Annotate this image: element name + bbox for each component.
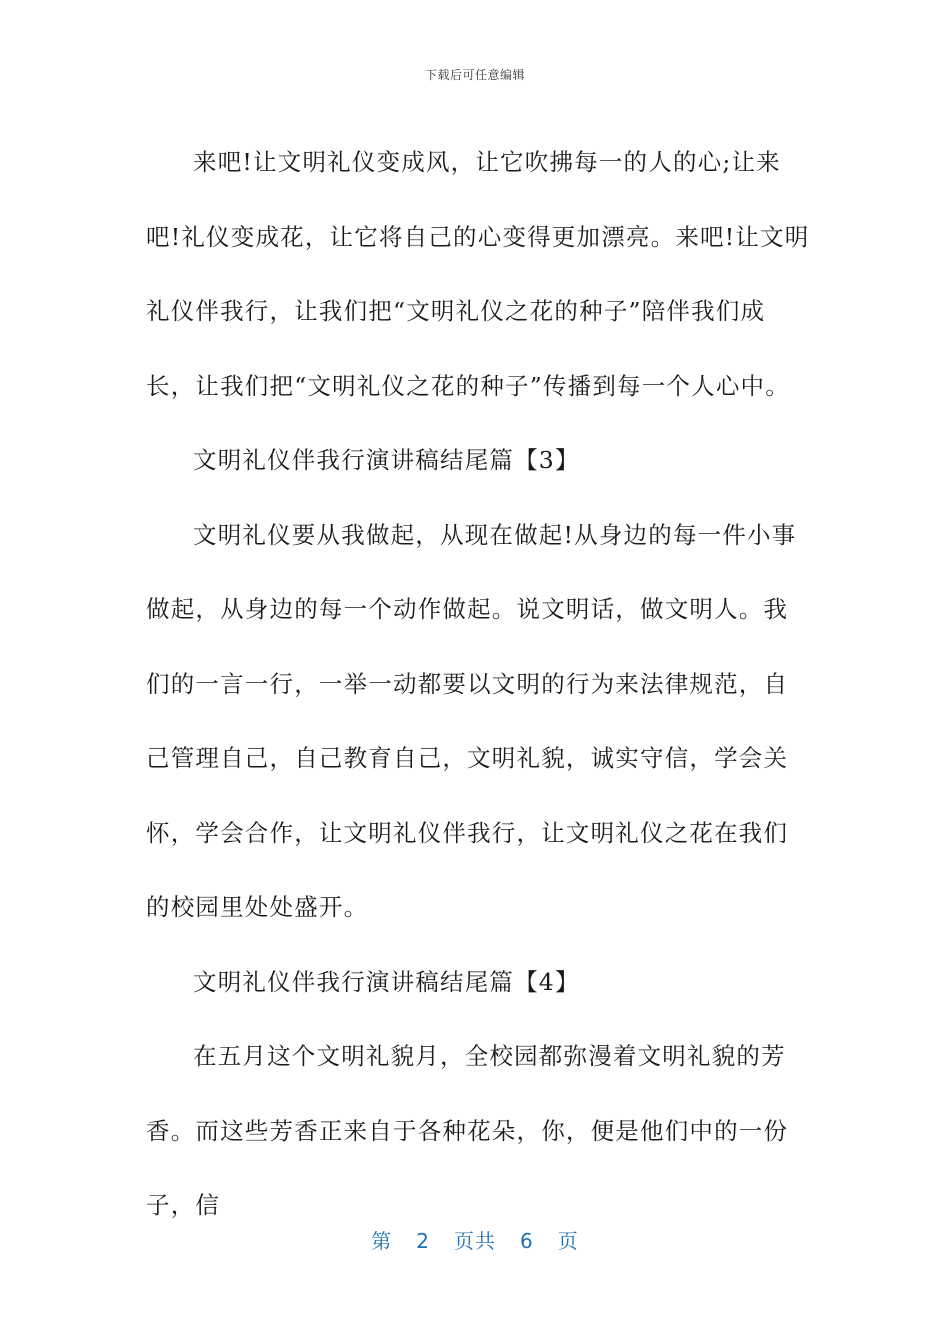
footer-prefix: 第 [371, 1229, 393, 1253]
footer-current-page: 2 [416, 1229, 430, 1253]
footer-total-pages: 6 [520, 1229, 534, 1253]
footer-middle: 页共 [454, 1229, 496, 1253]
paragraph-section-4: 在五月这个文明礼貌月，全校园都弥漫着文明礼貌的芳香。而这些芳香正来自于各种花朵，你，便是他们中的一份子，信 [146, 1042, 789, 1219]
header-note: 下载后可任意编辑 [424, 68, 525, 82]
document-body [146, 125, 812, 1243]
section-heading-3: 文明礼仪伴我行演讲稿结尾篇【3】 [193, 446, 580, 474]
section-heading-4: 文明礼仪伴我行演讲稿结尾篇【4】 [193, 967, 580, 996]
paragraph-section-3: 文明礼仪要从我做起，从现在做起!从身边的每一件小事做起，从身边的每一个动作做起。说文明话，做文明人。我们的一言一行，一举一动都要以文明的行为来法律规范，自己管理自己，自己教育自己，文明礼貌，诚实守信，学会关怀，学会合作，让文明礼仪伴我行，让文明礼仪之花在我们的校园里处处盛开。 [146, 520, 797, 921]
footer-suffix: 页 [557, 1229, 579, 1253]
paragraph-closing-1: 来吧!让文明礼仪变成风，让它吹拂每一的人的心;让来吧!礼仪变成花，让它将自己的心变得更加漂亮。来吧!让文明礼仪伴我行，让我们把“文明礼仪之花的种子”陪伴我们成长，让我们把“文明礼仪之花的种子”传播到每一个人心中。 [146, 148, 810, 400]
page-footer [0, 1225, 950, 1254]
